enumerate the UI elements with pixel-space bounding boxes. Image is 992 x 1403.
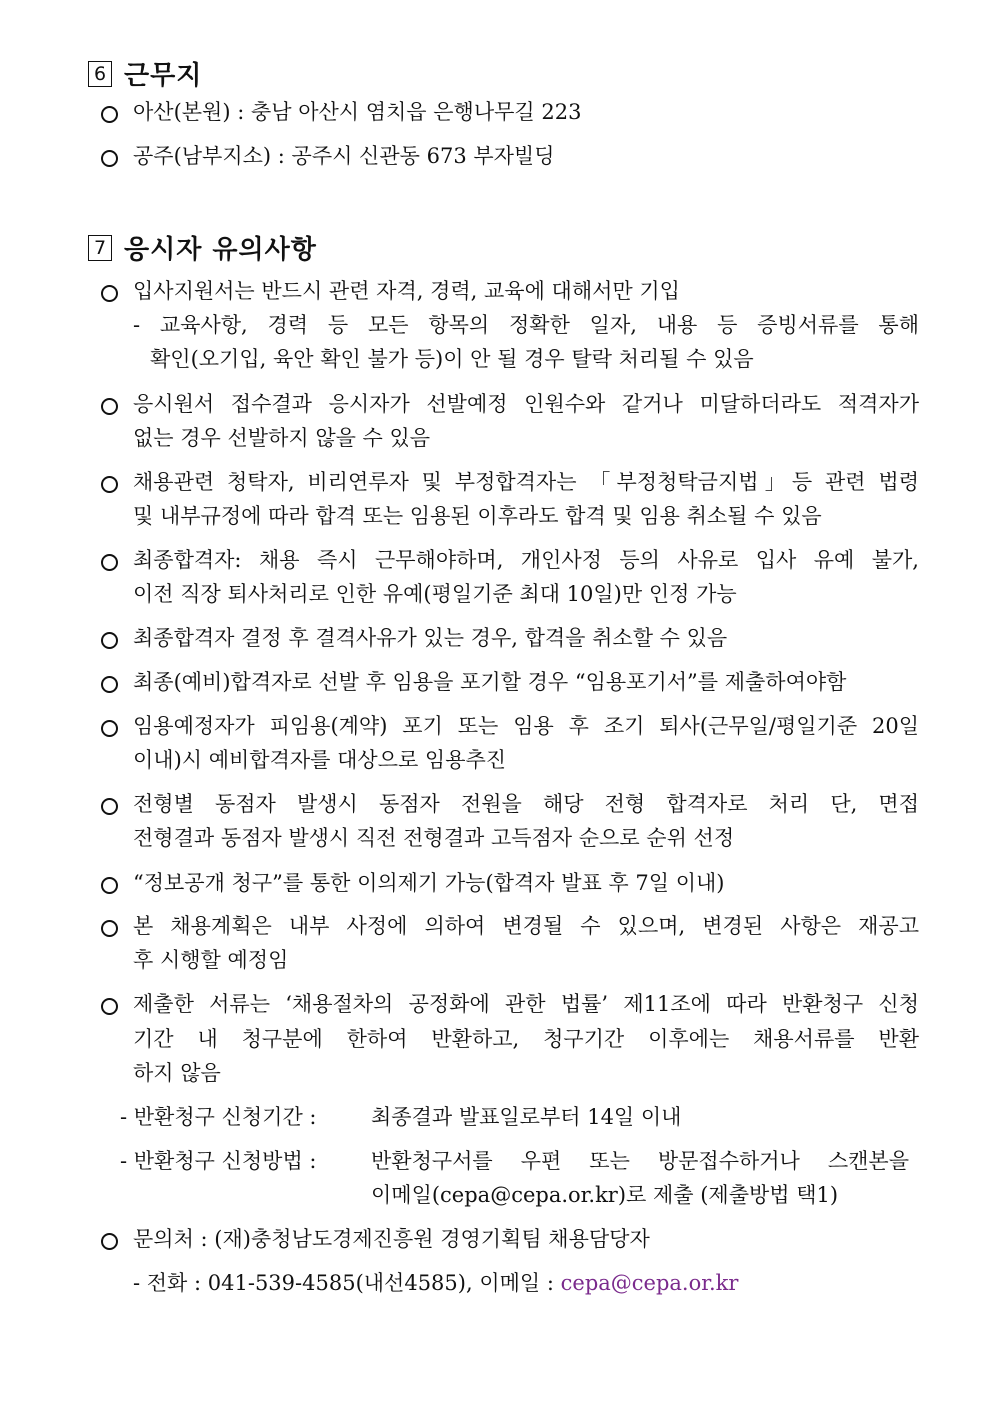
notice-line: 전형결과 동점자 발생시 직전 전형결과 고득점자 순으로 순위 선정	[133, 826, 735, 850]
notice-line: 이내)시 예비합격자를 대상으로 임용추진	[133, 748, 507, 772]
contact-sub-line	[133, 1268, 738, 1298]
notice-line: 하지 않음	[133, 1061, 221, 1085]
contact-phone-text: - 전화 : 041-539-4585(내선4585), 이메일 :	[133, 1271, 554, 1295]
bullet-circle-icon	[101, 632, 118, 649]
bullet-circle-icon	[101, 998, 118, 1015]
notice-line: 임용예정자가 피임용(계약) 포기 또는 임용 후 조기 퇴사(근무일/평일기준 20일	[133, 714, 919, 738]
contact-email-link[interactable]: cepa@cepa.or.kr	[560, 1271, 739, 1295]
return-method-label: - 반환청구 신청방법 :	[120, 1149, 317, 1173]
notice-line: 및 내부규정에 따라 합격 또는 임용된 이후라도 합격 및 임용 취소될 수 있음	[133, 504, 822, 528]
notice-sub-line: - 교육사항, 경력 등 모든 항목의 정확한 일자, 내용 등 증빙서류를 통해	[133, 313, 919, 337]
section-title: 근무지	[124, 61, 203, 91]
notice-line: 기간 내 청구분에 한하여 반환하고, 청구기간 이후에는 채용서류를 반환	[133, 1027, 919, 1051]
notice-line: 입사지원서는 반드시 관련 자격, 경력, 교육에 대해서만 기입	[133, 279, 680, 303]
notice-line: “정보공개 청구”를 통한 이의제기 가능(합격자 발표 후 7일 이내)	[133, 871, 725, 895]
workplace-item: 공주(남부지소) : 공주시 신관동 673 부자빌딩	[133, 144, 555, 168]
notice-line: 채용관련 청탁자, 비리연루자 및 부정합격자는 「부정청탁금지법」등 관련 법령	[133, 470, 920, 494]
return-period-label: - 반환청구 신청기간 :	[120, 1105, 317, 1129]
bullet-circle-icon	[101, 676, 118, 693]
notice-line: 본 채용계획은 내부 사정에 의하여 변경될 수 있으며, 변경된 사항은 재공고	[133, 914, 919, 938]
bullet-circle-icon	[101, 476, 118, 493]
return-method-value: 반환청구서를 우편 또는 방문접수하거나 스캔본을	[371, 1149, 909, 1173]
bullet-circle-icon	[101, 285, 118, 302]
notice-sub-line: 확인(오기입, 육안 확인 불가 등)이 안 될 경우 탈락 처리될 수 있음	[150, 347, 754, 371]
bullet-circle-icon	[101, 920, 118, 937]
bullet-circle-icon	[101, 106, 118, 123]
workplace-item: 아산(본원) : 충남 아산시 염치읍 은행나무길 223	[133, 100, 582, 124]
section-7-header	[88, 229, 317, 266]
section-number: 7	[88, 235, 112, 261]
section-title: 응시자 유의사항	[124, 235, 317, 265]
return-method-value: 이메일(cepa@cepa.or.kr)로 제출 (제출방법 택1)	[371, 1183, 839, 1207]
bullet-circle-icon	[101, 398, 118, 415]
notice-line: 최종(예비)합격자로 선발 후 임용을 포기할 경우 “임용포기서”를 제출하여야함	[133, 670, 847, 694]
notice-line: 이전 직장 퇴사처리로 인한 유예(평일기준 최대 10일)만 인정 가능	[133, 582, 737, 606]
section-6-header	[88, 55, 202, 92]
bullet-circle-icon	[101, 877, 118, 894]
notice-line: 응시원서 접수결과 응시자가 선발예정 인원수와 같거나 미달하더라도 적격자가	[133, 392, 919, 416]
notice-line: 최종합격자: 채용 즉시 근무해야하며, 개인사정 등의 사유로 입사 유예 불가,	[133, 548, 919, 572]
bullet-circle-icon	[101, 720, 118, 737]
notice-line: 제출한 서류는 ‘채용절차의 공정화에 관한 법률’ 제11조에 따라 반환청구 신청	[133, 992, 919, 1016]
contact-line: 문의처 : (재)충청남도경제진흥원 경영기획팀 채용담당자	[133, 1227, 650, 1251]
bullet-circle-icon	[101, 1233, 118, 1250]
notice-line: 전형별 동점자 발생시 동점자 전원을 해당 전형 합격자로 처리 단, 면접	[133, 792, 919, 816]
notice-line: 후 시행할 예정임	[133, 948, 289, 972]
bullet-circle-icon	[101, 150, 118, 167]
bullet-circle-icon	[101, 798, 118, 815]
section-number: 6	[88, 61, 112, 87]
return-period-value: 최종결과 발표일로부터 14일 이내	[371, 1105, 682, 1129]
bullet-circle-icon	[101, 554, 118, 571]
notice-line: 없는 경우 선발하지 않을 수 있음	[133, 426, 431, 450]
notice-line: 최종합격자 결정 후 결격사유가 있는 경우, 합격을 취소할 수 있음	[133, 626, 728, 650]
